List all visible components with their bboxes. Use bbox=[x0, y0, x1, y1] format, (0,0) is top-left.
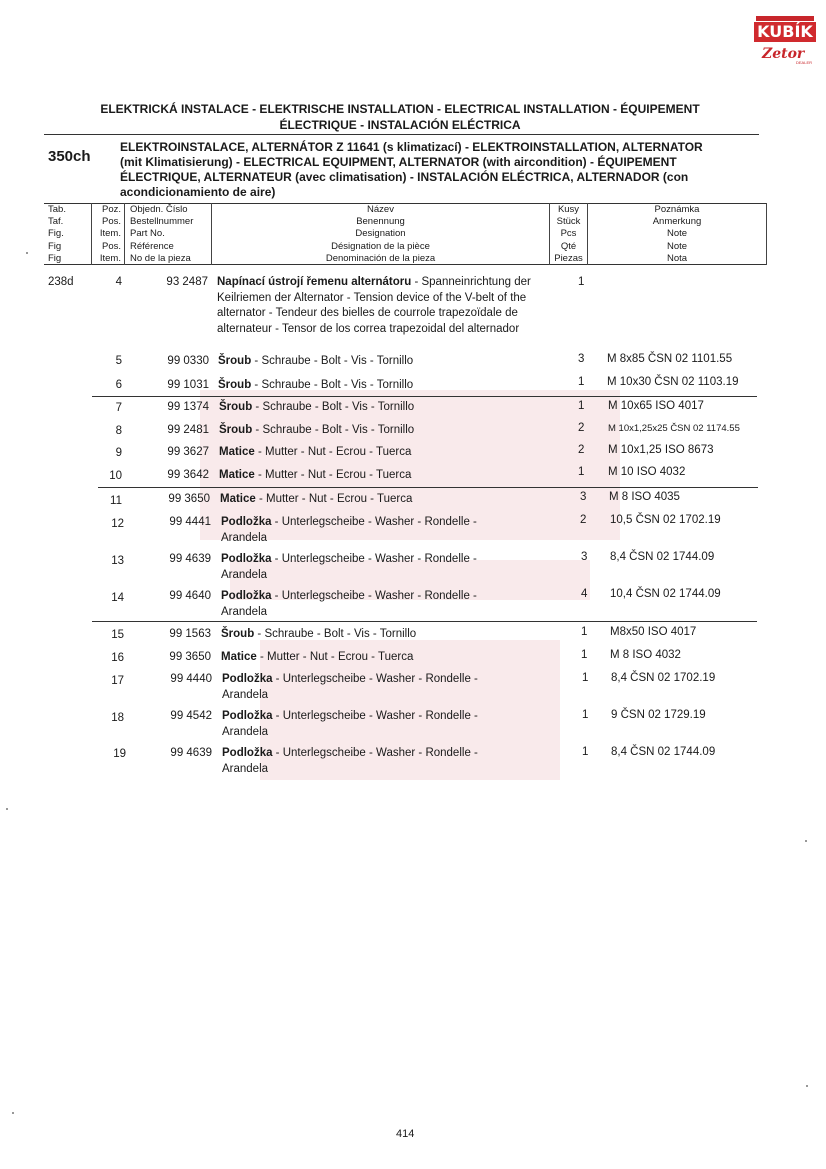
row-pos: 19 bbox=[113, 748, 126, 760]
row-pos: 9 bbox=[115, 447, 122, 459]
section-title-line1: ELEKTRICKÁ INSTALACE - ELEKTRISCHE INSTALLATION - ELECTRICAL INSTALLATION - ÉQUIPEMENT bbox=[100, 102, 700, 116]
row-name-translations: - Unterlegscheibe - Washer - Rondelle - Arandela bbox=[222, 710, 478, 738]
row-name-cz: Podložka bbox=[222, 673, 273, 685]
row-name-cz: Šroub bbox=[218, 355, 252, 367]
row-note: M 8 ISO 4032 bbox=[610, 649, 681, 661]
row-note: M8x50 ISO 4017 bbox=[610, 626, 697, 638]
row-qty: 3 bbox=[581, 551, 588, 563]
row-name-translations: - Schraube - Bolt - Vis - Tornillo bbox=[251, 379, 414, 391]
row-qty: 1 bbox=[578, 276, 585, 288]
row-qty: 3 bbox=[578, 353, 585, 365]
row-note: M 8 ISO 4035 bbox=[609, 491, 680, 503]
col-header-label: Benennung bbox=[356, 216, 405, 228]
col-header-label: Taf. bbox=[48, 216, 64, 228]
row-note: M 10x65 ISO 4017 bbox=[608, 400, 704, 412]
col-header-label: Fig. bbox=[48, 228, 64, 240]
row-note: 10,5 ČSN 02 1702.19 bbox=[610, 514, 721, 526]
row-qty: 1 bbox=[582, 709, 589, 721]
row-name-cz: Matice bbox=[221, 651, 257, 663]
scan-speck bbox=[806, 1085, 808, 1087]
col-header-note bbox=[588, 204, 766, 265]
row-note: 9 ČSN 02 1729.19 bbox=[611, 709, 706, 721]
col-header-label: Item. bbox=[99, 228, 121, 240]
row-part-number: 99 2481 bbox=[167, 424, 209, 436]
group-separator bbox=[92, 396, 757, 397]
row-name-cz: Matice bbox=[220, 493, 256, 505]
row-pos: 12 bbox=[111, 518, 124, 530]
row-pos: 15 bbox=[111, 629, 124, 641]
row-note: M 10x1,25 ISO 8673 bbox=[608, 444, 714, 456]
col-header-label: Note bbox=[666, 228, 688, 240]
row-part-number: 93 2487 bbox=[166, 276, 208, 288]
row-description bbox=[220, 492, 550, 508]
col-header-partno bbox=[130, 204, 193, 265]
row-qty: 1 bbox=[582, 746, 589, 758]
row-description bbox=[221, 589, 521, 620]
col-header-label: Objedn. Číslo bbox=[130, 204, 188, 215]
row-name-translations: - Schraube - Bolt - Vis - Tornillo bbox=[251, 355, 414, 367]
row-name-cz: Matice bbox=[219, 446, 255, 458]
col-header-label: Bestellnummer bbox=[130, 216, 194, 228]
row-description bbox=[219, 468, 549, 484]
col-header-label: Nota bbox=[666, 252, 688, 264]
col-header-label: Référence bbox=[130, 240, 174, 252]
row-qty: 4 bbox=[581, 588, 588, 600]
row-pos: 10 bbox=[109, 470, 122, 482]
col-sep bbox=[124, 203, 125, 265]
row-description bbox=[219, 423, 549, 439]
title-divider bbox=[44, 134, 759, 135]
row-description bbox=[221, 650, 551, 666]
row-qty: 1 bbox=[578, 466, 585, 478]
row-name-translations: - Unterlegscheibe - Washer - Rondelle - Arandela bbox=[221, 553, 477, 581]
row-pos: 18 bbox=[111, 712, 124, 724]
row-description bbox=[222, 746, 522, 777]
col-header-label: Qté bbox=[560, 240, 577, 252]
col-header-label: Item. bbox=[99, 252, 121, 264]
row-name-cz: Šroub bbox=[219, 401, 253, 413]
row-name-translations: - Schraube - Bolt - Vis - Tornillo bbox=[252, 401, 415, 413]
col-header-label: Part No. bbox=[130, 228, 165, 240]
row-name-translations: - Schraube - Bolt - Vis - Tornillo bbox=[254, 628, 417, 640]
row-pos: 11 bbox=[110, 495, 122, 507]
row-name-translations: - Unterlegscheibe - Washer - Rondelle - Arandela bbox=[222, 747, 478, 775]
logo-tagline: DEALER bbox=[796, 60, 813, 65]
row-pos: 17 bbox=[111, 675, 124, 687]
group-title bbox=[120, 140, 760, 200]
row-tab: 238d bbox=[48, 276, 74, 288]
row-part-number: 99 1563 bbox=[169, 628, 211, 640]
group-separator bbox=[92, 621, 757, 622]
row-qty: 1 bbox=[578, 376, 585, 388]
group-code: 350ch bbox=[48, 148, 91, 165]
group-separator bbox=[98, 487, 758, 488]
row-description bbox=[222, 672, 522, 703]
row-pos: 14 bbox=[111, 592, 124, 604]
row-part-number: 99 4441 bbox=[169, 516, 211, 528]
row-name-cz: Podložka bbox=[221, 516, 272, 528]
row-note: 8,4 ČSN 02 1744.09 bbox=[611, 746, 716, 758]
col-header-label: Pos. bbox=[101, 240, 121, 252]
page-number: 414 bbox=[396, 1128, 415, 1140]
col-header-name bbox=[212, 204, 549, 265]
row-note: 8,4 ČSN 02 1744.09 bbox=[610, 551, 715, 563]
row-description bbox=[221, 552, 521, 583]
col-header-label: Denominación de la pieza bbox=[325, 252, 436, 264]
scan-speck bbox=[805, 840, 807, 842]
kubik-zetor-logo bbox=[754, 16, 816, 68]
row-name-cz: Napínací ústrojí řemenu alternátoru bbox=[217, 276, 412, 288]
row-name-cz: Podložka bbox=[222, 747, 273, 759]
row-name-cz: Podložka bbox=[222, 710, 273, 722]
col-header-label: Stück bbox=[556, 216, 581, 228]
row-description bbox=[219, 445, 549, 461]
row-name-translations: - Mutter - Nut - Ecrou - Tuerca bbox=[254, 446, 412, 458]
col-header-label: Designation bbox=[355, 228, 406, 240]
row-part-number: 99 4542 bbox=[170, 710, 212, 722]
group-title-line: (mit Klimatisierung) - ELECTRICAL EQUIPMENT, ALTERNATOR (with aircondition) - ÉQUIPEMENT bbox=[120, 155, 677, 169]
row-pos: 16 bbox=[111, 652, 124, 664]
col-header-label: Piezas bbox=[554, 252, 583, 264]
col-header-tab bbox=[48, 204, 66, 265]
row-description bbox=[219, 400, 549, 416]
row-description bbox=[218, 354, 548, 370]
row-qty: 1 bbox=[581, 626, 588, 638]
row-part-number: 99 1374 bbox=[167, 401, 209, 413]
row-name-cz: Šroub bbox=[219, 424, 253, 436]
row-note: M 10 ISO 4032 bbox=[608, 466, 686, 478]
col-header-label: Fig bbox=[48, 240, 62, 252]
row-name-cz: Matice bbox=[219, 469, 255, 481]
scan-speck bbox=[6, 808, 8, 810]
row-pos: 7 bbox=[115, 402, 122, 414]
scan-speck bbox=[26, 252, 28, 254]
row-description bbox=[221, 515, 521, 546]
row-pos: 8 bbox=[115, 425, 122, 437]
logo-bar bbox=[756, 16, 814, 21]
row-qty: 2 bbox=[578, 422, 585, 434]
row-name-translations: - Unterlegscheibe - Washer - Rondelle - Arandela bbox=[221, 590, 477, 618]
col-sep bbox=[91, 203, 92, 265]
row-note: M 8x85 ČSN 02 1101.55 bbox=[607, 353, 733, 365]
row-name-translations: - Unterlegscheibe - Washer - Rondelle - Arandela bbox=[221, 516, 477, 544]
row-qty: 1 bbox=[578, 400, 585, 412]
col-header-label: Fig bbox=[48, 252, 62, 264]
row-description bbox=[222, 709, 522, 740]
row-qty: 3 bbox=[580, 491, 587, 503]
group-title-line: ELEKTROINSTALACE, ALTERNÁTOR Z 11641 (s klimatizací) - ELEKTROINSTALLATION, ALTERNATOR bbox=[120, 140, 703, 154]
col-header-label: Název bbox=[367, 204, 394, 215]
row-part-number: 99 0330 bbox=[167, 355, 209, 367]
row-part-number: 99 3627 bbox=[167, 446, 209, 458]
row-name-translations: - Schraube - Bolt - Vis - Tornillo bbox=[252, 424, 415, 436]
col-header-label: Désignation de la pièce bbox=[331, 240, 430, 252]
scan-speck bbox=[12, 1112, 14, 1114]
group-title-line: ÉLECTRIQUE, ALTERNATEUR (avec climatisation) - INSTALACIÓN ELÉCTRICA, ALTERNADOR (con bbox=[120, 170, 689, 184]
row-part-number: 99 3650 bbox=[168, 493, 210, 505]
col-header-label: Kusy bbox=[557, 204, 580, 215]
group-title-line: acondicionamiento de aire) bbox=[120, 185, 276, 199]
col-sep bbox=[766, 203, 767, 265]
row-description bbox=[221, 627, 551, 643]
row-part-number: 99 3650 bbox=[169, 651, 211, 663]
row-name-translations: - Mutter - Nut - Ecrou - Tuerca bbox=[256, 651, 414, 663]
row-name-cz: Šroub bbox=[218, 379, 252, 391]
row-name-translations: - Mutter - Nut - Ecrou - Tuerca bbox=[255, 493, 413, 505]
col-header-label: Anmerkung bbox=[652, 216, 702, 228]
row-part-number: 99 4639 bbox=[169, 553, 211, 565]
col-header-label: Poz. bbox=[101, 204, 121, 215]
row-qty: 1 bbox=[581, 649, 588, 661]
row-part-number: 99 4440 bbox=[170, 673, 212, 685]
logo-brand: KUBÍK bbox=[754, 22, 816, 42]
col-header-label: Note bbox=[666, 240, 688, 252]
row-name-cz: Podložka bbox=[221, 590, 272, 602]
row-pos: 5 bbox=[115, 355, 122, 367]
row-name-cz: Podložka bbox=[221, 553, 272, 565]
row-part-number: 99 1031 bbox=[167, 379, 209, 391]
row-qty: 2 bbox=[578, 444, 585, 456]
row-name-cz: Šroub bbox=[221, 628, 255, 640]
row-qty: 1 bbox=[582, 672, 589, 684]
row-description bbox=[217, 275, 547, 337]
row-qty: 2 bbox=[580, 514, 587, 526]
logo-zetor: Zetor bbox=[762, 46, 805, 62]
section-title-line2: ÉLECTRIQUE - INSTALACIÓN ELÉCTRICA bbox=[279, 118, 521, 132]
col-header-qty bbox=[550, 204, 587, 265]
row-note: 10,4 ČSN 02 1744.09 bbox=[610, 588, 721, 600]
col-header-pos bbox=[93, 204, 121, 265]
col-header-label: No de la pieza bbox=[130, 252, 191, 264]
row-description bbox=[218, 378, 548, 394]
row-pos: 4 bbox=[115, 276, 122, 288]
row-note: M 10x1,25x25 ČSN 02 1174.55 bbox=[608, 423, 740, 434]
row-part-number: 99 3642 bbox=[167, 469, 209, 481]
row-pos: 13 bbox=[111, 555, 124, 567]
row-pos: 6 bbox=[115, 379, 122, 391]
col-header-label: Pos. bbox=[101, 216, 121, 228]
row-note: M 10x30 ČSN 02 1103.19 bbox=[607, 376, 739, 388]
col-header-label: Tab. bbox=[48, 204, 66, 215]
row-note: 8,4 ČSN 02 1702.19 bbox=[611, 672, 716, 684]
row-name-translations: - Unterlegscheibe - Washer - Rondelle - Arandela bbox=[222, 673, 478, 701]
row-name-translations: - Mutter - Nut - Ecrou - Tuerca bbox=[254, 469, 412, 481]
row-part-number: 99 4639 bbox=[170, 747, 212, 759]
col-header-label: Poznámka bbox=[654, 204, 700, 215]
row-name-translations: - Spanneinrichtung der Keilriemen der Alternator - Tension device of the V-belt of the alternator - Tendeur des bielles de courrole trapezoïdale de alternateur - Tensor de los correa trapezoidal del alternador bbox=[217, 276, 531, 335]
col-header-label: Pcs bbox=[560, 228, 577, 240]
row-part-number: 99 4640 bbox=[169, 590, 211, 602]
